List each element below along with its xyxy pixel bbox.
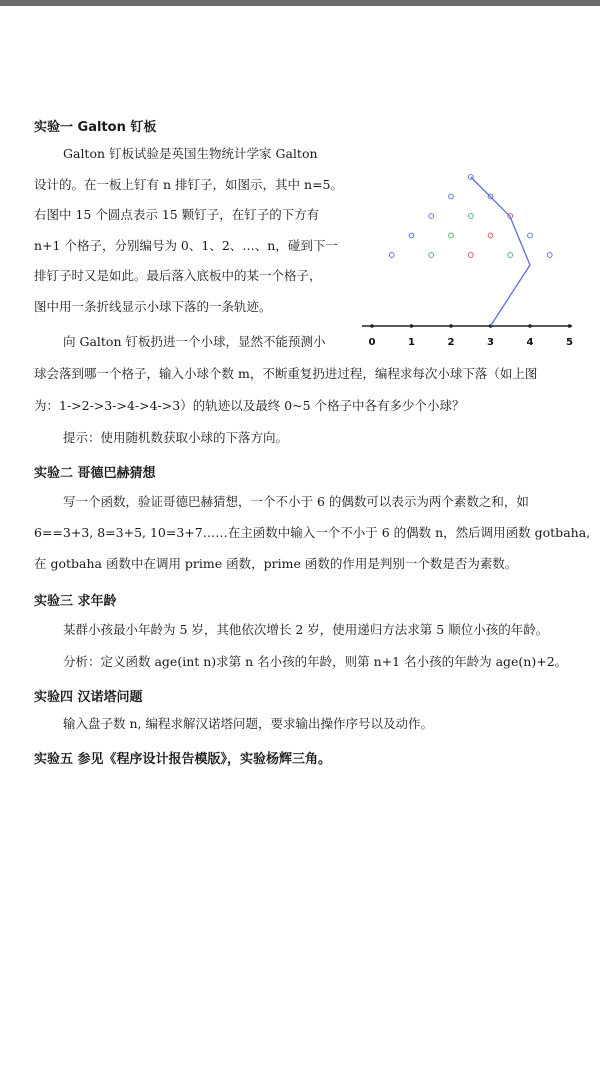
exp1-title: 实验一 Galton 钉板 xyxy=(34,120,157,135)
exp1-line-9: 提示：使用随机数获取小球的下落方向。 xyxy=(63,430,289,445)
top-bar xyxy=(0,0,600,6)
exp3-line-0: 某群小孩最小年龄为 5 岁，其他依次增长 2 岁，使用递归方法求第 5 顺位小孩的年龄。 xyxy=(63,622,549,637)
axis-tick-dot xyxy=(370,324,374,328)
exp2-line-2: 在 gotbaha 函数中在调用 prime 函数，prime 函数的作用是判别一个数是否为素数。 xyxy=(34,556,518,571)
exp3-title: 实验三 求年龄 xyxy=(34,594,117,609)
exp2-title: 实验二 哥德巴赫猜想 xyxy=(34,466,156,481)
peg-dot xyxy=(409,233,414,238)
peg-dot xyxy=(449,233,454,238)
axis-label: 0 xyxy=(368,337,376,348)
peg-dot xyxy=(547,253,552,258)
exp1-line-5: 图中用一条折线显示小球下落的一条轨迹。 xyxy=(34,299,272,314)
exp2-line-1: 6==3+3, 8=3+5, 10=3+7……在主函数中输入一个不小于 6 的偶数 n，然后调用函数 gotbaha, xyxy=(34,525,591,540)
peg-dot xyxy=(429,214,434,219)
exp1-line-0: Galton 钉板试验是英国生物统计学家 Galton xyxy=(63,146,318,161)
peg-dot xyxy=(468,214,473,219)
axis-tick-dot xyxy=(568,324,572,328)
exp1-line-4: 排钉子时又是如此。最后落入底板中的某一个格子， xyxy=(34,268,322,283)
galton-board-figure xyxy=(362,160,582,350)
exp4-line-0: 输入盘子数 n, 编程求解汉诺塔问题，要求输出操作序号以及动作。 xyxy=(63,716,433,731)
peg-dot xyxy=(449,194,454,199)
peg-dot xyxy=(468,253,473,258)
exp2-line-0: 写一个函数，验证哥德巴赫猜想，一个不小于 6 的偶数可以表示为两个素数之和，如 xyxy=(63,494,529,509)
axis-label: 5 xyxy=(566,337,573,348)
axis-tick-dot xyxy=(528,324,532,328)
axis-label: 1 xyxy=(408,337,415,348)
axis-tick-dot xyxy=(449,324,453,328)
peg-dot xyxy=(528,233,533,238)
peg-dot xyxy=(508,253,513,258)
exp3-line-1: 分析：定义函数 age(int n)求第 n 名小孩的年龄，则第 n+1 名小孩的年龄为 age(n)+2。 xyxy=(63,654,568,669)
exp1-line-3: n+1 个格子，分别编号为 0、1、2、…、n，碰到下一 xyxy=(34,238,338,253)
exp1-line-1: 设计的。在一板上钉有 n 排钉子，如图示，其中 n=5。 xyxy=(34,177,343,192)
axis-tick-dot xyxy=(410,324,414,328)
exp1-line-6: 向 Galton 钉板扔进一个小球，显然不能预测小 xyxy=(63,334,326,349)
axis-label: 2 xyxy=(447,337,455,348)
exp1-line-2: 右图中 15 个圆点表示 15 颗钉子，在钉子的下方有 xyxy=(34,207,320,222)
peg-dot xyxy=(429,253,434,258)
ball-trajectory-line xyxy=(471,177,530,326)
axis-label: 3 xyxy=(487,337,494,348)
peg-dot xyxy=(488,233,493,238)
exp5-title: 实验五 参见《程序设计报告模版》，实验杨辉三角。 xyxy=(34,752,332,767)
exp4-title: 实验四 汉诺塔问题 xyxy=(34,690,143,705)
axis-label: 4 xyxy=(526,337,534,348)
exp1-line-8: 为：1->2->3->4->4->3）的轨迹以及最终 0~5 个格子中各有多少个小球？ xyxy=(34,398,465,413)
galton-board-svg xyxy=(362,160,582,350)
exp1-line-7: 球会落到哪一个格子，输入小球个数 m，不断重复扔进过程，编程求每次小球下落（如上图 xyxy=(34,366,538,381)
peg-dot xyxy=(389,253,394,258)
